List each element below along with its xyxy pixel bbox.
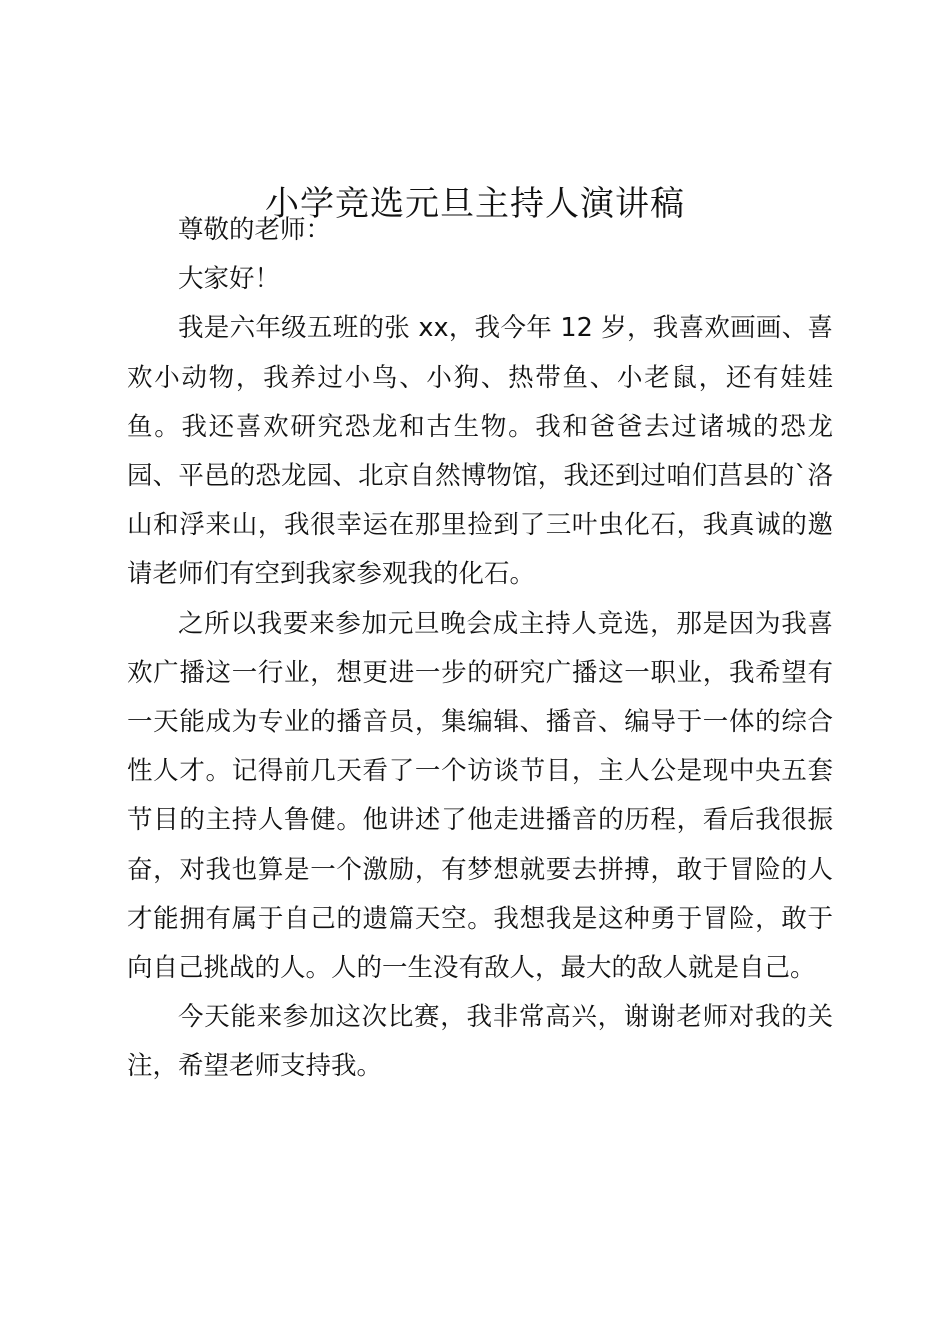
paragraph-motivation: 之所以我要来参加元旦晚会成主持人竞选，那是因为我喜欢广播这一行业，想更进一步的研究广播这一职业，我希望有一天能成为专业的播音员，集编辑、播音、编导于一体的综合性人才。记得前几天看了一个访谈节目，主人公是现中央五套节目的主持人鲁健。他讲述了他走进播音的历程，看后我很振奋，对我也算是一个激励，有梦想就要去拼搏，敢于冒险的人才能拥有属于自己的遗篇天空。我想我是这种勇于冒险，敢于向自己挑战的人。人的一生没有敌人，最大的敌人就是自己。	[127, 608, 833, 984]
salutation: 尊敬的老师：	[178, 215, 332, 245]
document-body	[127, 204, 833, 1092]
document-title: 小学竞选元旦主持人演讲稿	[265, 184, 685, 224]
paragraph-closing: 今天能来参加这次比赛，我非常高兴，谢谢老师对我的关注，希望老师支持我。	[127, 1002, 833, 1082]
greeting: 大家好！	[178, 264, 281, 295]
paragraph-introduction: 我是六年级五班的张 xx，我今年 12 岁，我喜欢画画、喜欢小动物，我养过小鸟、小狗、热带鱼、小老鼠，还有娃娃鱼。我还喜欢研究恐龙和古生物。我和爸爸去过诸城的恐龙园、平邑的恐龙园、北京自然博物馆，我还到过咱们莒县的`洛山和浮来山，我很幸运在那里捡到了三叶虫化石，我真诚的邀请老师们有空到我家参观我的化石。	[127, 313, 833, 590]
